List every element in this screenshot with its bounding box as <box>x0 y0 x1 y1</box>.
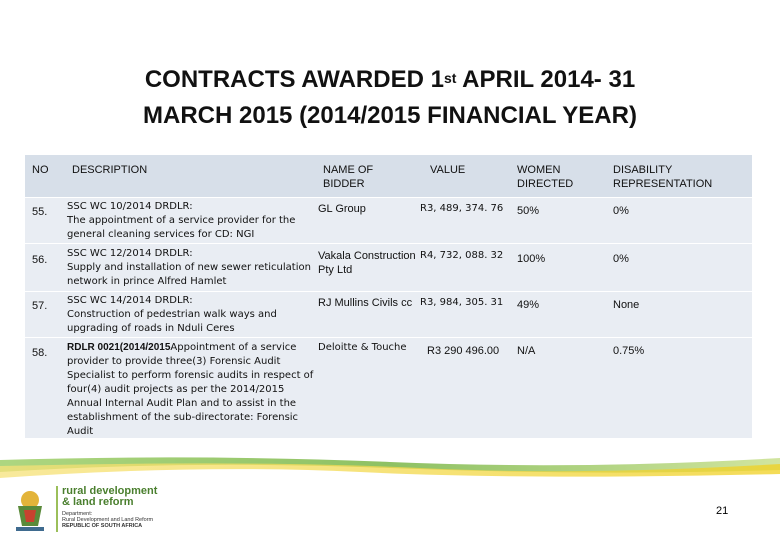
page-number: 21 <box>716 505 729 517</box>
row-bidder: RJ Mullins Civils cc <box>318 297 413 309</box>
row-women: N/A <box>517 345 536 357</box>
table-header-row <box>25 155 752 197</box>
row-value: R3, 489, 374. 76 <box>420 203 504 214</box>
row-no: 56. <box>32 254 48 266</box>
row-women: 49% <box>517 299 540 311</box>
row-bidder: Vakala Construction Pty Ltd <box>318 250 416 276</box>
header-description: DESCRIPTION <box>72 164 148 176</box>
row-description: SSC WC 10/2014 DRDLR: The appointment of a service provider for the general cleaning services for CD: NGI <box>67 201 296 240</box>
logo-line-1: rural development <box>62 485 158 497</box>
row-no: 58. <box>32 347 48 359</box>
row-disability: 0% <box>613 205 629 217</box>
header-no: NO <box>32 164 49 176</box>
row-description: RDLR 0021(2014/2015Appointment of a service provider to provide three(3) Forensic Audit Specialist to perform forensic audits in respect of four(4) audit projects as per the 2014/2015 Annual Internal Audit Plan and to assist in the establishment of the sub-directorate: Forensic Audit <box>67 342 314 437</box>
header-women: WOMEN DIRECTED <box>517 164 574 190</box>
logo-line-5: REPUBLIC OF SOUTH AFRICA <box>62 523 143 529</box>
row-description: SSC WC 14/2014 DRDLR: Construction of pedestrian walk ways and upgrading of roads in Nduli Ceres <box>67 295 277 334</box>
table-row <box>25 243 752 292</box>
logo-divider <box>56 486 58 532</box>
contracts-table <box>25 155 752 437</box>
row-disability: 0% <box>613 253 629 265</box>
table-row <box>25 291 752 338</box>
row-description: SSC WC 12/2014 DRDLR: Supply and installation of new sewer reticulation network in prince Alfred Hamlet <box>67 248 311 287</box>
logo-line-2: & land reform <box>62 496 134 508</box>
logo-line-4: Rural Development and Land Reform <box>62 517 154 523</box>
row-bidder: GL Group <box>318 203 366 215</box>
row-value: R4, 732, 088. 32 <box>420 250 504 261</box>
header-bidder: NAME OF BIDDER <box>323 164 374 190</box>
row-women: 50% <box>517 205 540 217</box>
title-line-1: CONTRACTS AWARDED 1st APRIL 2014- 31 <box>144 66 636 93</box>
table-row <box>25 337 752 438</box>
row-value: R3, 984, 305. 31 <box>420 297 504 308</box>
row-value: R3 290 496.00 <box>427 345 500 357</box>
logo-line-3: Department: <box>62 511 93 517</box>
title-line-2: MARCH 2015 (2014/2015 FINANCIAL YEAR) <box>143 102 637 129</box>
row-disability: 0.75% <box>613 345 645 357</box>
department-logo <box>10 486 180 536</box>
header-disability: DISABILITY REPRESENTATION <box>613 164 713 190</box>
header-value: VALUE <box>430 164 466 176</box>
row-no: 57. <box>32 300 48 312</box>
row-women: 100% <box>517 253 546 265</box>
row-no: 55. <box>32 206 48 218</box>
page-title <box>0 62 780 134</box>
row-disability: None <box>613 299 640 311</box>
row-bidder: Deloitte & Touche <box>318 342 407 353</box>
footer-strip <box>0 452 780 480</box>
table-row <box>25 197 752 244</box>
coat-of-arms-icon <box>10 486 50 534</box>
